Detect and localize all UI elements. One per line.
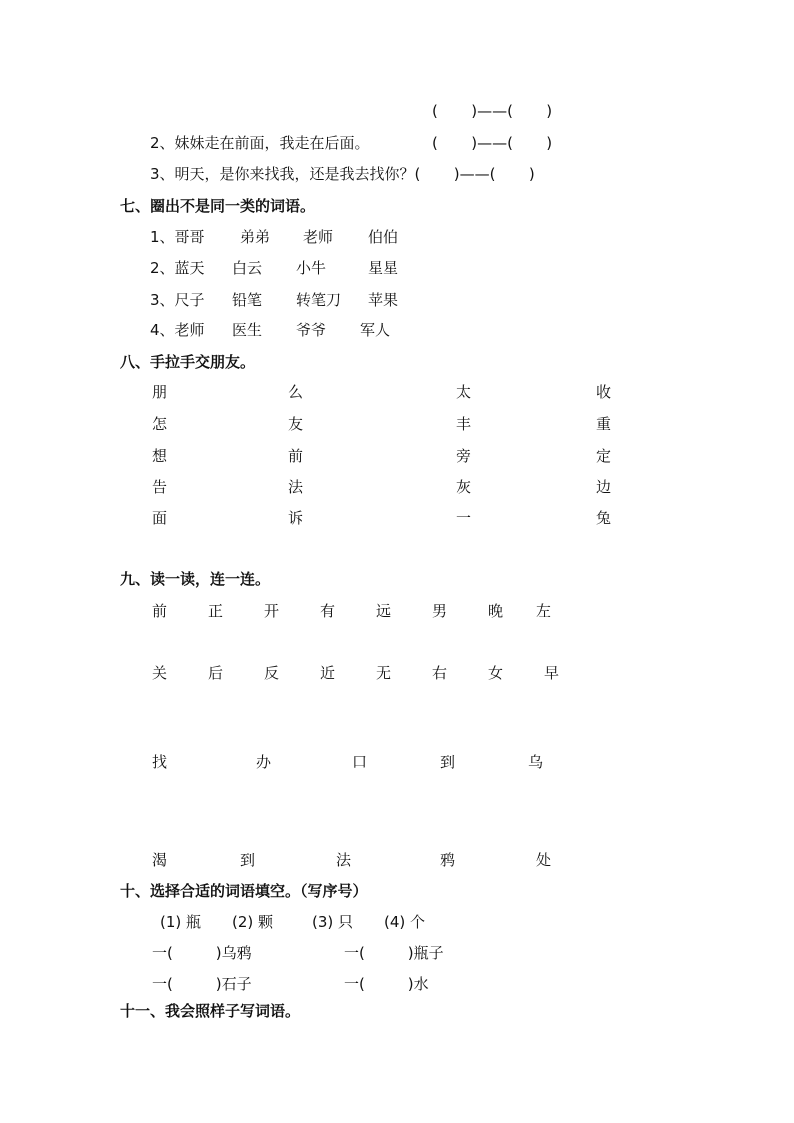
s10-fill-blank[interactable]: 一( )石子	[152, 975, 252, 993]
section11-title: 十一、我会照样子写词语。	[120, 1002, 301, 1020]
section9-title: 九、读一读，连一连。	[120, 570, 271, 588]
s8-char[interactable]: 朋	[152, 383, 168, 401]
s9-char[interactable]: 近	[320, 664, 336, 682]
s7-word[interactable]: 转笔刀	[296, 291, 342, 309]
section8-title: 八、手拉手交朋友。	[120, 353, 256, 371]
s9-char[interactable]: 女	[488, 664, 504, 682]
s8-char[interactable]: 面	[152, 509, 168, 527]
s7-word[interactable]: 老师	[303, 228, 334, 246]
s8-char[interactable]: 旁	[456, 447, 472, 465]
s10-option: (3) 只	[312, 913, 354, 931]
s9-char[interactable]: 找	[152, 753, 168, 771]
s8-char[interactable]: 么	[288, 383, 304, 401]
s9-char[interactable]: 办	[256, 753, 272, 771]
s7-word[interactable]: 小牛	[296, 259, 327, 277]
s9-char[interactable]: 无	[376, 664, 392, 682]
s9-char[interactable]: 男	[432, 602, 448, 620]
s8-char[interactable]: 丰	[456, 415, 472, 433]
s8-char[interactable]: 收	[596, 383, 612, 401]
s8-char[interactable]: 太	[456, 383, 472, 401]
s7-row4-num: 4、老师	[150, 321, 205, 339]
s8-char[interactable]: 定	[596, 447, 612, 465]
s9-char[interactable]: 处	[536, 851, 552, 869]
blank-pair-2[interactable]: ( )——( )	[432, 134, 553, 152]
s7-word[interactable]: 白云	[232, 259, 263, 277]
s8-char[interactable]: 灰	[456, 478, 472, 496]
s10-fill-blank[interactable]: 一( )乌鸦	[152, 944, 252, 962]
s7-word[interactable]: 爷爷	[296, 321, 327, 339]
s10-fill-blank[interactable]: 一( )水	[344, 975, 429, 993]
s9-char[interactable]: 关	[152, 664, 168, 682]
s8-char[interactable]: 想	[152, 447, 168, 465]
s8-char[interactable]: 怎	[152, 415, 168, 433]
s9-char[interactable]: 乌	[528, 753, 544, 771]
s7-row3-num: 3、尺子	[150, 291, 205, 309]
s10-option: (1) 瓶	[160, 913, 202, 931]
sentence-3: 3、明天，是你来找我，还是我去找你？( )——( )	[150, 165, 535, 183]
s7-word[interactable]: 苹果	[368, 291, 399, 309]
s8-char[interactable]: 兔	[596, 509, 612, 527]
s10-option: (2) 颗	[232, 913, 274, 931]
s9-char[interactable]: 后	[208, 664, 224, 682]
s9-char[interactable]: 到	[240, 851, 256, 869]
s7-word[interactable]: 铅笔	[232, 291, 263, 309]
s9-char[interactable]: 远	[376, 602, 392, 620]
s9-char[interactable]: 鸦	[440, 851, 456, 869]
s7-word[interactable]: 军人	[360, 321, 391, 339]
section10-title: 十、选择合适的词语填空。（写序号）	[120, 882, 368, 900]
blank-pair-1[interactable]: ( )——( )	[432, 102, 553, 120]
s9-char[interactable]: 反	[264, 664, 280, 682]
s9-char[interactable]: 早	[544, 664, 560, 682]
s9-char[interactable]: 左	[536, 602, 552, 620]
s7-row2-num: 2、蓝天	[150, 259, 205, 277]
s7-word[interactable]: 弟弟	[240, 228, 271, 246]
s9-char[interactable]: 渴	[152, 851, 168, 869]
s10-option: (4) 个	[384, 913, 426, 931]
s8-char[interactable]: 法	[288, 478, 304, 496]
s8-char[interactable]: 友	[288, 415, 304, 433]
s8-char[interactable]: 告	[152, 478, 168, 496]
s7-word[interactable]: 星星	[368, 259, 399, 277]
sentence-2: 2、妹妹走在前面，我走在后面。	[150, 134, 370, 152]
s9-char[interactable]: 晚	[488, 602, 504, 620]
s9-char[interactable]: 前	[152, 602, 168, 620]
s7-word[interactable]: 医生	[232, 321, 263, 339]
s8-char[interactable]: 前	[288, 447, 304, 465]
s8-char[interactable]: 诉	[288, 509, 304, 527]
section7-title: 七、圈出不是同一类的词语。	[120, 197, 316, 215]
s8-char[interactable]: 边	[596, 478, 612, 496]
s9-char[interactable]: 有	[320, 602, 336, 620]
s10-fill-blank[interactable]: 一( )瓶子	[344, 944, 444, 962]
s8-char[interactable]: 一	[456, 509, 472, 527]
s9-char[interactable]: 右	[432, 664, 448, 682]
s9-char[interactable]: 正	[208, 602, 224, 620]
s9-char[interactable]: 到	[440, 753, 456, 771]
s7-row1-num: 1、哥哥	[150, 228, 205, 246]
s7-word[interactable]: 伯伯	[368, 228, 399, 246]
s8-char[interactable]: 重	[596, 415, 612, 433]
s9-char[interactable]: 法	[336, 851, 352, 869]
s9-char[interactable]: 开	[264, 602, 280, 620]
s9-char[interactable]: 口	[352, 753, 368, 771]
